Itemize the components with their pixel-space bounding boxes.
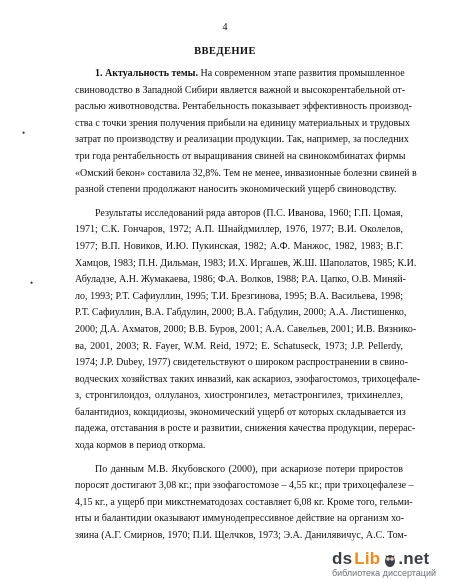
text-line: 1974; J.P. Dubey, 1977) свидетельствуют о широком распространении в свино- [75, 357, 408, 369]
text-line: зяина (А.Г. Смирнов, 1970; П.И. Щелчков, 1973; Э.А. Данилявичус, А.С. Том- [75, 530, 408, 542]
text-line: 1977; В.П. Новиков, И.Ю. Пукинская, 1982; А.Ф. Манжос, 1982, 1983; В.Г. [75, 240, 403, 252]
text-line: «Омский бекон» составила 32,8%. Тем не менее, инвазионные болезни свиней в [75, 167, 417, 179]
page-heading: ВВЕДЕНИЕ [194, 46, 256, 57]
watermark [332, 549, 442, 578]
text-line: Абуладзе, А.Н. Жумакаева, 1986; Ф.А. Волков, 1988; Р.А. Цапко, О.В. Миняй- [75, 274, 406, 286]
section-title: 1. Актуальность темы. [95, 68, 198, 79]
text-line: ства с точки зрения получения прибыли на единицу материальных и трудовых [75, 117, 410, 129]
watermark-logo [332, 549, 442, 569]
text-line: разной степени продолжают наносить экономический ущерб свиноводству. [75, 184, 397, 196]
text-line: поросят достигают 3,08 кг.; при эзофагостомозе – 4,55 кг.; при трихоцефалезе – [75, 480, 414, 492]
text-line: 4,15 кг., а ущерб при микстнематодозах составляет 6,08 кг. Кроме того, гельми- [75, 496, 413, 508]
text-line: свиноводство в Западной Сибири является важной и высокорентабельной от- [75, 84, 406, 96]
margin-mark: • [22, 128, 26, 138]
text-line: Р.Т. Сафиуллин, В.А. Габдулин, 2000; В.А. Габдулин, 2000; А.А. Листишенко, [75, 307, 407, 319]
margin-mark: • [30, 278, 34, 288]
text-line: нты и балантидии оказывают иммунодепрессивное действие на организм хо- [75, 513, 405, 525]
text-line: три года рентабельность от выращивания свиней на свинокомбинатах фирмы [75, 150, 406, 162]
text-line: хода кормов в период откорма. [75, 440, 206, 452]
paragraph-losses [75, 462, 414, 545]
text-line: Хамцов, 1983; П.Н. Дильман, 1983; И.Х. Иргашев, Ж.Ш. Шаполатов, 1985; К.И. [75, 257, 417, 269]
text-line-content: На современном этапе развития промышленное [200, 68, 405, 79]
watermark-brand-lib: Lib [354, 549, 381, 568]
watermark-brand-ds: ds [332, 549, 353, 568]
text-line: водческих хозяйствах таких инвазий, как аскариоз, эзофагостомоз, трихоцефале- [75, 373, 421, 385]
text-line: По данным М.В. Якубовского (2000), при аскариозе потери приростов [95, 463, 403, 475]
text-line: балантидиоз, кокцидиозы, экономический ущерб от которых складывается из [75, 406, 406, 418]
text-line: 2000; Д.А. Ахматов, 2000; В.В. Буров, 2001; А.А. Савельев, 2001; И.В. Вязнико- [75, 323, 417, 335]
watermark-subtitle: библиотека диссертаций [332, 568, 437, 578]
document-body [75, 66, 421, 545]
text-line: з, стронгилоидоз, оллуланоз, хиостронгилез, метастронгилез, трихинеллез, [75, 390, 403, 402]
owl-icon [384, 552, 396, 566]
text-line [75, 66, 403, 83]
text-line: 1971; С.К. Гончаров, 1972; А.П. Шнайдмиллер, 1976, 1977; В.И. Околелов, [75, 224, 403, 236]
paragraph-relevance [75, 66, 417, 199]
watermark-brand-tld: .net [398, 549, 430, 568]
text-line: ва, 2001, 2003; R. Fayer, W.M. Reid, 1972; E. Schatuseck, 1973; J.P. Pellerdy, [75, 340, 403, 352]
text-line: падежа, отставания в росте и развитии, снижения качества продукции, перерас- [75, 423, 416, 435]
text-line: Результаты исследований ряда авторов (П.С. Иванова, 1960; Г.П. Цомая, [95, 207, 403, 219]
page-number: 4 [222, 22, 228, 33]
text-line: раслью животноводства. Рентабельность показывает эффективность производ- [75, 101, 412, 113]
text-line: ло, 1993; Р.Т. Сафиуллин, 1995; Т.И. Брезгинова, 1995; В.А. Васильева, 1998; [75, 290, 403, 302]
paragraph-research [75, 206, 421, 455]
text-line: затрат по производству и реализации продукции. Так, например, за последних [75, 134, 409, 146]
